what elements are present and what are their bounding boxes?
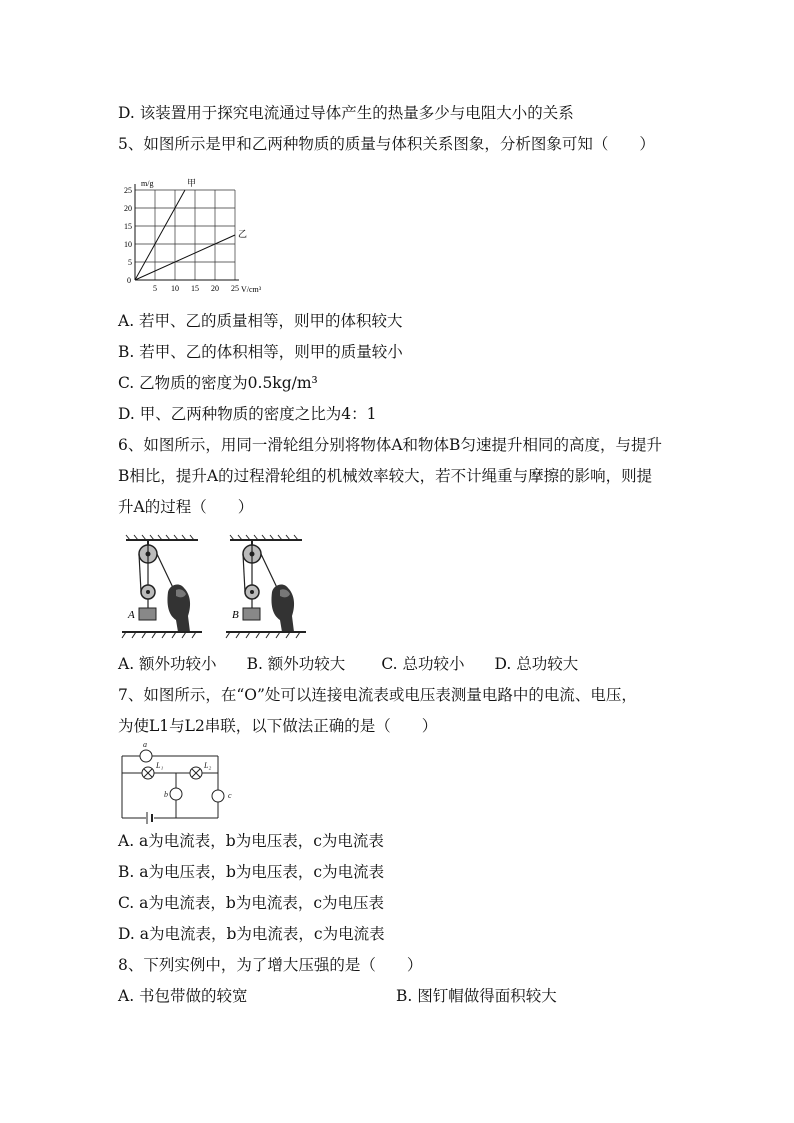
q6-pulley-figure (118, 532, 318, 642)
q4-option-d: D. 该装置用于探究电流通过导体产生的热量多少与电阻大小的关系 (118, 104, 574, 122)
q6-option-a: A. 额外功较小 (118, 655, 217, 673)
q7-option-c: C. a为电流表，b为电流表，c为电压表 (118, 894, 385, 912)
block-label-b: B (232, 609, 239, 621)
y-tick-label: 25 (124, 186, 132, 195)
y-axis-label: m/g (141, 179, 154, 188)
x-tick-label: 5 (153, 284, 157, 293)
series-line-2 (135, 235, 235, 280)
y-tick-label: 20 (124, 204, 132, 213)
q6-option-b: B. 额外功较大 (246, 655, 346, 673)
meter-label-c: c (228, 791, 232, 800)
x-tick-label: 10 (171, 284, 179, 293)
y-tick-label: 15 (124, 222, 132, 231)
x-axis-label: V/cm³ (241, 285, 262, 294)
x-tick-label: 20 (211, 284, 219, 293)
q7-circuit-diagram (118, 740, 248, 830)
lamp-label-l2: L₂ (204, 761, 212, 770)
q5-option-b: B. 若甲、乙的体积相等，则甲的质量较小 (118, 343, 403, 361)
q8-option-b: B. 图钉帽做得面积较大 (396, 987, 557, 1005)
series-line-1 (135, 190, 185, 280)
q5-stem: 5、如图所示是甲和乙两种物质的质量与体积关系图象，分析图象可知（ ） (118, 135, 655, 153)
q7-stem-line-1: 7、如图所示，在“O”处可以连接电流表或电压表测量电路中的电流、电压， (118, 686, 637, 704)
q6-stem-line-3: 升A的过程（ ） (118, 498, 254, 516)
series-label-2: 乙 (238, 230, 248, 240)
x-tick-label: 25 (231, 284, 239, 293)
q6-stem-line-2: B相比，提升A的过程滑轮组的机械效率较大，若不计绳重与摩擦的影响，则提 (118, 467, 653, 485)
origin-label: 0 (127, 276, 131, 285)
q5-option-a: A. 若甲、乙的质量相等，则甲的体积较大 (118, 312, 403, 330)
series-label-1: 甲 (187, 179, 197, 189)
q6-option-d: D. 总功较大 (494, 655, 579, 673)
q7-option-a: A. a为电流表，b为电压表，c为电流表 (118, 832, 384, 850)
pulley-system-b (226, 535, 306, 638)
meter-label-b: b (164, 790, 168, 799)
q6-options-row (118, 654, 578, 674)
q7-option-b: B. a为电压表，b为电压表，c为电流表 (118, 863, 385, 881)
lamp-label-l1: L₁ (156, 761, 164, 770)
q8-option-a: A. 书包带做的较宽 (118, 987, 248, 1005)
q5-option-d: D. 甲、乙两种物质的密度之比为4：1 (118, 405, 377, 423)
meter-label-a: a (143, 740, 147, 749)
q7-stem-line-2: 为使L1与L2串联，以下做法正确的是（ ） (118, 717, 438, 735)
q8-stem: 8、下列实例中，为了增大压强的是（ ） (118, 956, 423, 974)
pulley-system-a (122, 535, 202, 638)
q6-stem-line-1: 6、如图所示，用同一滑轮组分别将物体A和物体B匀速提升相同的高度，与提升 (118, 436, 662, 454)
q5-option-c: C. 乙物质的密度为0.5kg/m³ (118, 374, 318, 392)
y-tick-label: 5 (128, 258, 132, 267)
block-label-a: A (128, 609, 135, 621)
y-tick-label: 10 (124, 240, 132, 249)
q5-mass-volume-chart (115, 170, 262, 300)
x-tick-label: 15 (191, 284, 199, 293)
q6-option-c: C. 总功较小 (381, 655, 465, 673)
q7-option-d: D. a为电流表，b为电流表，c为电流表 (118, 925, 385, 943)
